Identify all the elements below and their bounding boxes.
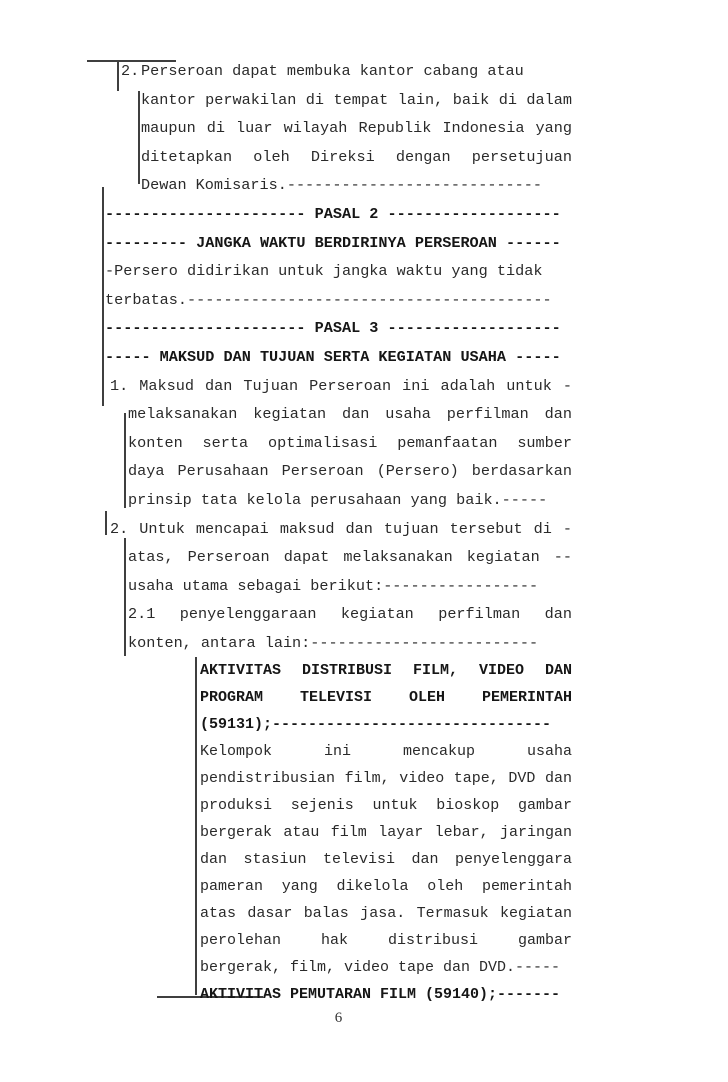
text-line: bergerak, film, video tape dan DVD.----- xyxy=(200,959,561,977)
text-line: (59131);------------------------------- xyxy=(200,716,552,734)
text-line: daya Perusahaan Perseroan (Persero) berdasarkan xyxy=(128,462,572,481)
text-line: dan stasiun televisi dan penyelenggara xyxy=(200,851,572,869)
text-line: PROGRAM TELEVISI OLEH PEMERINTAH xyxy=(200,689,572,707)
text-line: maupun di luar wilayah Republik Indonesia yang xyxy=(141,119,572,138)
text-line: 1. Maksud dan Tujuan Perseroan ini adalah untuk - xyxy=(110,376,572,395)
text-line: produksi sejenis untuk bioskop gambar xyxy=(200,797,572,815)
text-line: konten, antara lain:------------------------- xyxy=(128,633,539,652)
deed-text-column xyxy=(105,57,572,1008)
list-item-number: 2. xyxy=(121,62,140,80)
text-line: Dewan Komisaris.---------------------------- xyxy=(141,176,543,195)
text-line: melaksanakan kegiatan dan usaha perfilman dan xyxy=(128,405,572,424)
text-line: 2. Untuk mencapai maksud dan tujuan tersebut di - xyxy=(110,519,572,538)
text-line: usaha utama sebagai berikut:----------------- xyxy=(128,576,539,595)
text-line: bergerak atau film layar lebar, jaringan xyxy=(200,824,572,842)
text-line: pendistribusian film, video tape, DVD dan xyxy=(200,770,572,788)
text-line xyxy=(105,57,572,86)
revision-mark xyxy=(102,187,104,406)
page-number: 6 xyxy=(334,1010,343,1026)
text-line: ---------------------- PASAL 2 ------------------- xyxy=(105,204,561,223)
text-line: AKTIVITAS DISTRIBUSI FILM, VIDEO DAN xyxy=(200,662,572,680)
text-line: ditetapkan oleh Direksi dengan persetujuan xyxy=(141,147,572,166)
text-line: ----- MAKSUD DAN TUJUAN SERTA KEGIATAN USAHA ----- xyxy=(105,347,561,366)
text-line: konten serta optimalisasi pemanfaatan sumber xyxy=(128,433,572,452)
text-line: perolehan hak distribusi gambar xyxy=(200,932,572,950)
text-line: atas, Perseroan dapat melaksanakan kegiatan -- xyxy=(128,548,572,567)
text-line: -Persero didirikan untuk jangka waktu yang tidak xyxy=(105,262,543,281)
text-line: --------- JANGKA WAKTU BERDIRINYA PERSEROAN ------ xyxy=(105,233,561,252)
text-line: atas dasar balas jasa. Termasuk kegiatan xyxy=(200,905,572,923)
text-line: ---------------------- PASAL 3 ------------------- xyxy=(105,319,561,338)
text-line: pameran yang dikelola oleh pemerintah xyxy=(200,878,572,896)
text-line: Kelompok ini mencakup usaha xyxy=(200,743,572,761)
text-line: 2.1 penyelenggaraan kegiatan perfilman dan xyxy=(128,605,572,624)
list-item-text: Perseroan dapat membuka kantor cabang atau xyxy=(141,62,524,80)
text-line: kantor perwakilan di tempat lain, baik di dalam xyxy=(141,90,572,109)
text-line: prinsip tata kelola perusahaan yang baik.----- xyxy=(128,490,548,509)
text-line: AKTIVITAS PEMUTARAN FILM (59140);------- xyxy=(200,986,561,1004)
text-line: terbatas.---------------------------------------- xyxy=(105,290,552,309)
